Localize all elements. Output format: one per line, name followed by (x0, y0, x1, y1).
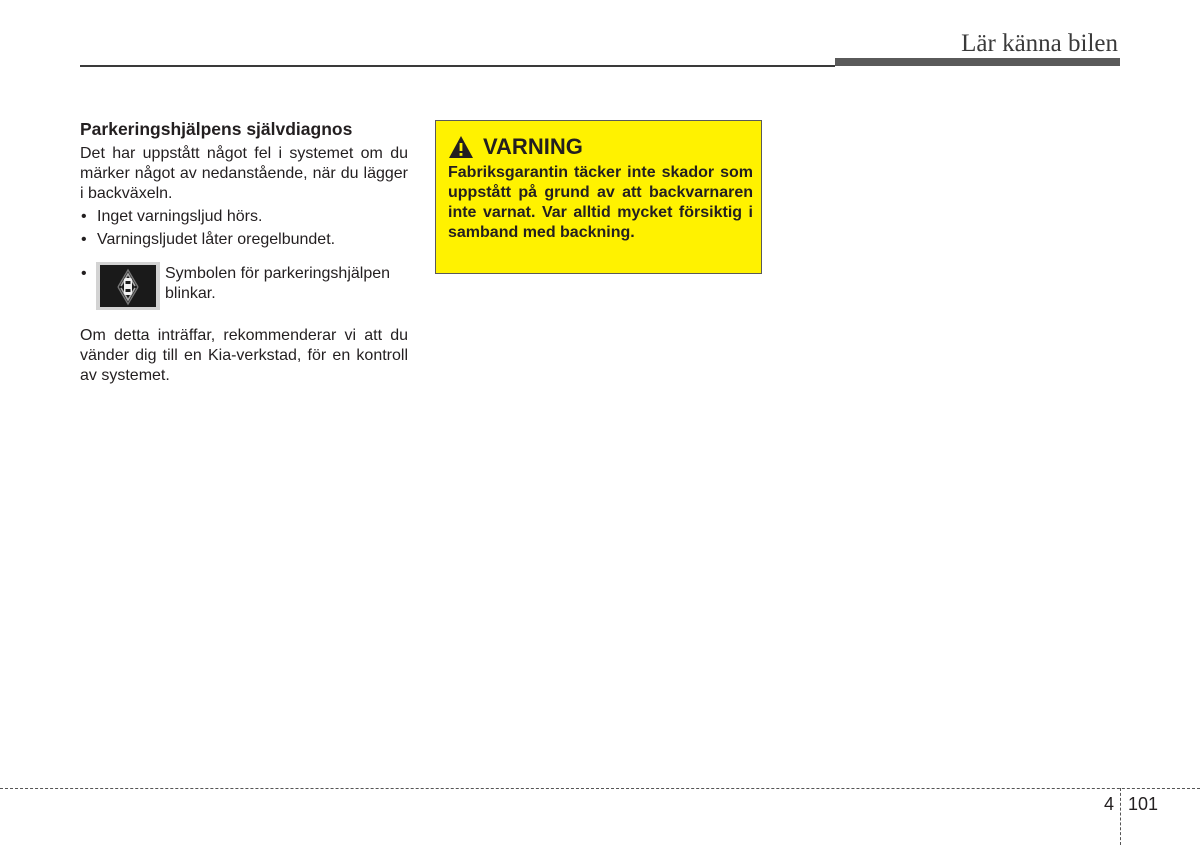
parking-assist-indicator-icon (96, 262, 160, 310)
main-column (80, 118, 408, 386)
intro-paragraph: Det har uppstått något fel i systemet om du märker något av nedanstående, när du lägger i backväxeln. (80, 145, 408, 202)
bullet-marker: • (81, 231, 87, 248)
bullet-marker: • (81, 265, 87, 282)
warning-title: VARNING (483, 134, 583, 159)
list-item-text: Inget varningsljud hörs. (97, 208, 263, 225)
bullet-marker: • (81, 208, 87, 225)
list-item (80, 207, 408, 227)
warning-body: Fabriksgarantin täcker inte skador som uppstått på grund av att backvarnaren inte varnat. Var alltid mycket försiktig i samband med backning. (448, 164, 753, 241)
symptom-list (80, 207, 408, 250)
page-number: 101 (1128, 794, 1159, 814)
footer-divider (1120, 788, 1121, 845)
header-rule (80, 65, 835, 67)
closing-paragraph: Om detta inträffar, rekommenderar vi att du vänder dig till en Kia-verkstad, för en kontroll av systemet. (80, 327, 408, 384)
icon-item-text: Symbolen för parkeringshjälpen blinkar. (165, 265, 391, 302)
list-item-text: Varningsljudet låter oregelbundet. (97, 231, 336, 248)
page-header-title: Lär känna bilen (961, 30, 1118, 57)
warning-box (435, 120, 762, 274)
icon-list-item (80, 262, 408, 310)
section-heading: Parkeringshjälpens självdiagnos (80, 119, 353, 139)
footer-rule (0, 788, 1200, 789)
list-item (80, 230, 408, 250)
header-rule-accent (835, 58, 1120, 66)
chapter-number: 4 (1103, 794, 1114, 814)
warning-triangle-icon (448, 135, 474, 159)
